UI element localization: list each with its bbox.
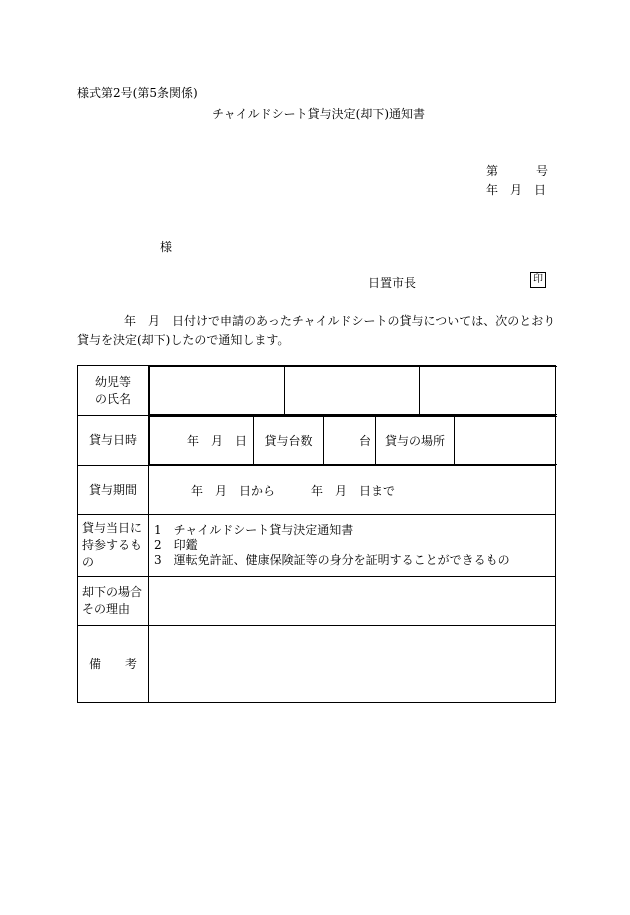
child-name-cells — [149, 366, 556, 416]
list-item: 3 運転免許証、健康保険証等の身分を証明することができるもの — [154, 553, 510, 567]
place-field[interactable] — [455, 417, 557, 465]
table-row-bring-items — [78, 515, 556, 577]
bring-items-list — [149, 515, 556, 577]
list-item: 2 印鑑 — [154, 538, 198, 552]
period-value[interactable]: 年 月 日から 年 月 日まで — [149, 466, 556, 515]
remarks-label: 備 考 — [78, 626, 149, 703]
reject-reason-field[interactable] — [149, 577, 556, 626]
document-number-prefix: 第 — [486, 164, 499, 178]
period-label: 貸与期間 — [78, 466, 149, 515]
addressee-suffix: 様 — [160, 240, 173, 254]
seal-mark: 印 — [530, 272, 546, 288]
reject-reason-label: 却下の場合 その理由 — [78, 577, 149, 626]
units-value[interactable]: 台 — [324, 417, 376, 465]
remarks-field[interactable] — [149, 626, 556, 703]
document-date: 年 月 日 — [486, 183, 547, 197]
loan-date-label: 貸与日時 — [78, 416, 149, 466]
body-text-line2: 貸与を決定(却下)したので通知します。 — [77, 333, 290, 347]
document-number — [486, 162, 549, 179]
body-text-line1: 年 月 日付けで申請のあったチャイルドシートの貸与については、次のとおり — [124, 314, 556, 328]
document-title: チャイルドシート貸与決定(却下)通知書 — [212, 107, 426, 121]
form-number: 様式第2号(第5条関係) — [77, 86, 198, 100]
table-row-remarks — [78, 626, 556, 703]
child-name-field-3[interactable] — [420, 367, 557, 415]
place-label: 貸与の場所 — [376, 417, 455, 465]
child-name-field-2[interactable] — [285, 367, 420, 415]
loan-date-cells — [149, 416, 556, 466]
document-number-suffix: 号 — [536, 164, 549, 178]
table-row-child-name — [78, 366, 556, 416]
list-item: 1 チャイルドシート貸与決定通知書 — [154, 523, 354, 537]
table-row-period — [78, 466, 556, 515]
loan-details-table — [77, 365, 556, 703]
child-name-field-1[interactable] — [150, 367, 285, 415]
loan-date-value[interactable]: 年 月 日 — [150, 417, 254, 465]
issuer-name: 日置市長 — [368, 276, 417, 290]
units-label: 貸与台数 — [254, 417, 324, 465]
table-row-reject-reason — [78, 577, 556, 626]
child-name-label: 幼児等 の氏名 — [78, 366, 149, 416]
table-row-loan-date — [78, 416, 556, 466]
bring-items-label: 貸与当日に 持参するも の — [78, 515, 149, 577]
